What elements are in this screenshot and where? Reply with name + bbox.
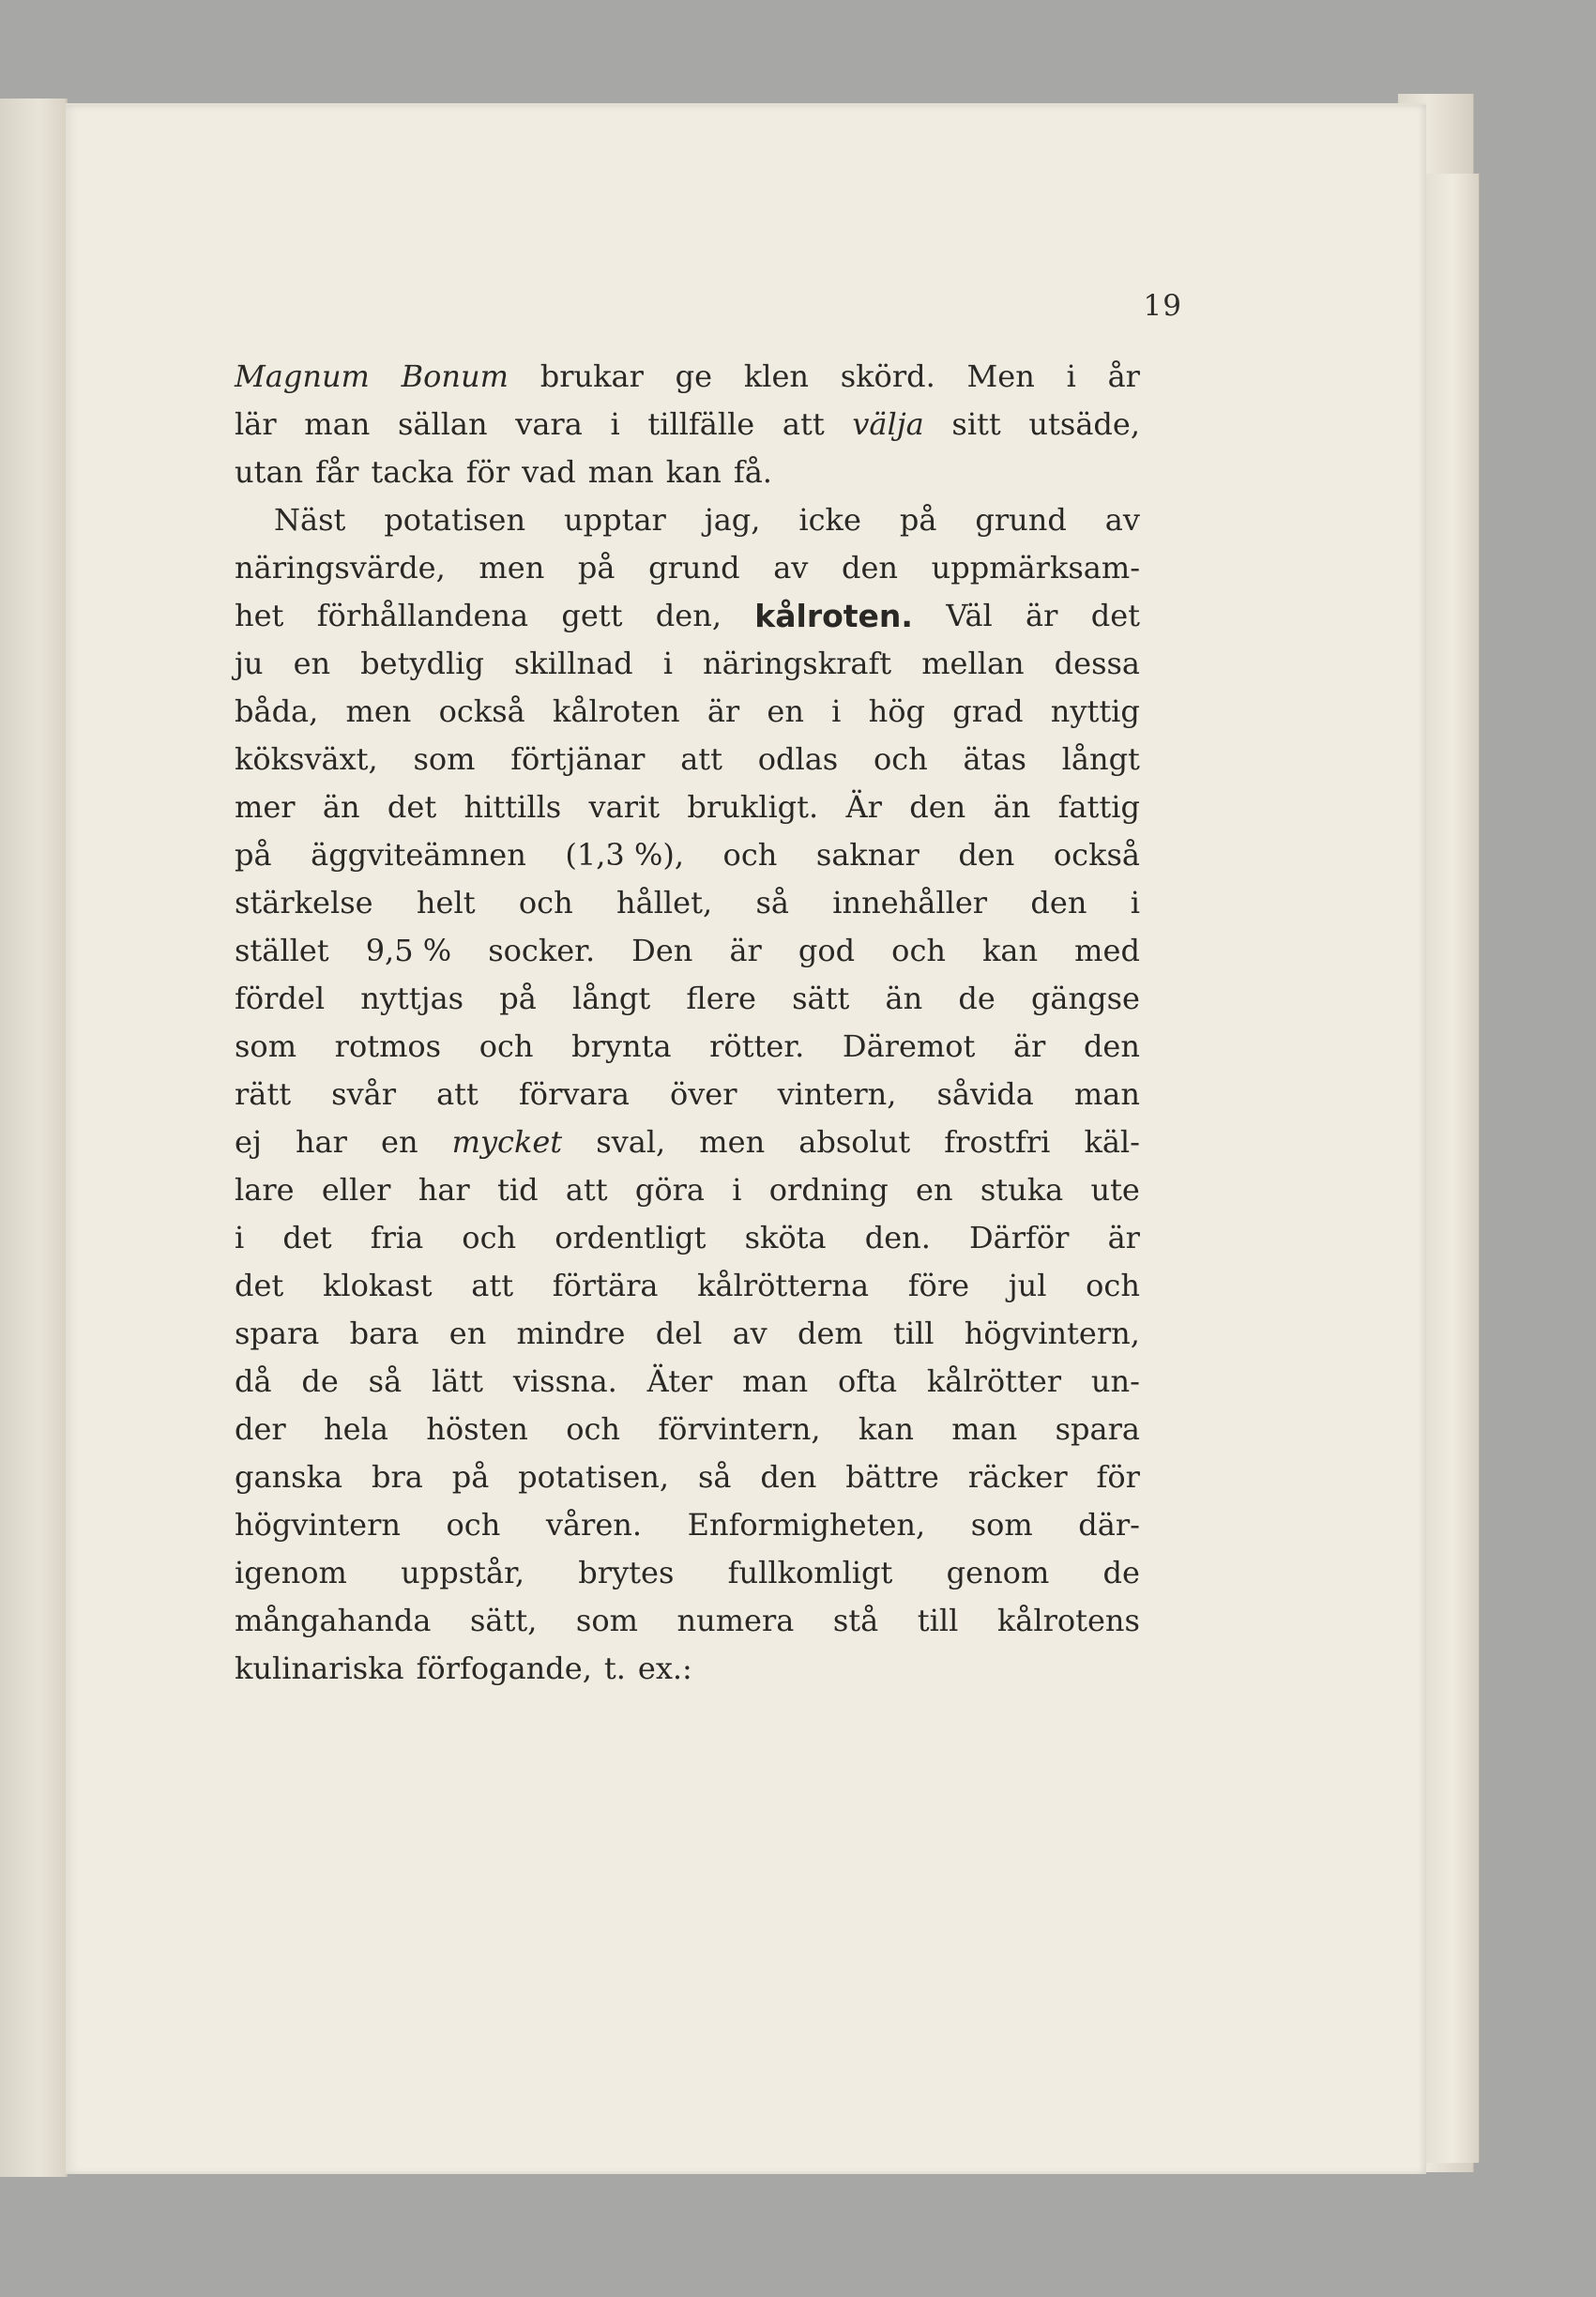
word: nyttjas (360, 981, 464, 1016)
word: Men (966, 358, 1035, 394)
word: så (368, 1363, 403, 1399)
word: ge (675, 358, 713, 394)
word: högvintern, (964, 1316, 1140, 1351)
word: på (499, 981, 537, 1016)
word: stuka (980, 1172, 1064, 1208)
word: i (1130, 885, 1140, 920)
word: göra (634, 1172, 705, 1208)
word: bättre (845, 1459, 939, 1495)
word: hösten (426, 1411, 528, 1447)
word: förtjänar (510, 741, 646, 777)
word: un- (1090, 1363, 1140, 1399)
word: potatisen (384, 502, 526, 538)
text-line (235, 1358, 1140, 1406)
word: är (729, 933, 762, 968)
text-line (235, 1549, 1140, 1597)
text-line (235, 1166, 1140, 1214)
word: att (680, 741, 722, 777)
word: så (697, 1459, 732, 1495)
word: man (951, 1411, 1018, 1447)
word: ätas (963, 741, 1026, 777)
word: kålrötter (926, 1363, 1062, 1399)
word: då (235, 1363, 272, 1399)
word: brukar (540, 358, 644, 394)
word: än (993, 789, 1031, 825)
word: i (235, 1220, 245, 1255)
word: en (916, 1172, 953, 1208)
word: och (1086, 1268, 1140, 1303)
word: bra (371, 1459, 423, 1495)
word: numera (676, 1603, 795, 1638)
text-line (235, 640, 1140, 688)
word: och (873, 741, 928, 777)
word: för (465, 454, 510, 490)
word: bara (349, 1316, 419, 1351)
word: sätt (792, 981, 850, 1016)
word: i (610, 406, 620, 442)
facing-page-edge (0, 99, 68, 2177)
word: än (885, 981, 923, 1016)
text-line (235, 1406, 1140, 1453)
word: ganska (235, 1459, 343, 1495)
word: får (315, 454, 359, 490)
word: skillnad (513, 646, 633, 681)
word: nyttig (1050, 693, 1140, 729)
word: lare (235, 1172, 295, 1208)
word: sval, (596, 1124, 666, 1160)
word: som (413, 741, 476, 777)
word: långt (1061, 741, 1140, 777)
word: för (1096, 1459, 1140, 1495)
word: mer (235, 789, 296, 825)
word: på (451, 1459, 490, 1495)
word: vissna. (512, 1363, 617, 1399)
word: frostfri (944, 1124, 1051, 1160)
word: är (1107, 1220, 1140, 1255)
text-line (235, 688, 1140, 736)
word: man (742, 1363, 809, 1399)
word: det (1090, 598, 1140, 633)
word: också (1053, 837, 1140, 873)
word: i (831, 693, 842, 729)
word: klokast (322, 1268, 433, 1303)
word: uppstår, (401, 1555, 525, 1590)
word: ju (235, 646, 264, 681)
word: och (518, 885, 573, 920)
word: sätt, (469, 1603, 538, 1638)
text-line (235, 831, 1140, 879)
word: som (575, 1603, 638, 1638)
text-line (235, 1310, 1140, 1358)
word: mellan (921, 646, 1025, 681)
word: sitt (951, 406, 1001, 442)
word: i (1066, 358, 1076, 394)
word: kålrötterna (697, 1268, 870, 1303)
word: den (958, 837, 1015, 873)
text-line (235, 1071, 1140, 1118)
word: upptar (564, 502, 666, 538)
word: kulinariska (235, 1650, 404, 1686)
word: till (917, 1603, 959, 1638)
word: den (1030, 885, 1087, 920)
word: näringsvärde, (235, 550, 446, 586)
italic-word: välja (852, 406, 924, 442)
emphasized-word: kålroten. (754, 598, 913, 634)
word: fullkomligt (727, 1555, 893, 1590)
word: våren. (545, 1507, 643, 1543)
word: på (235, 837, 272, 873)
word: högvintern (235, 1507, 401, 1543)
word: ej (235, 1124, 262, 1160)
word: t. (603, 1650, 626, 1686)
body-text (235, 353, 1140, 1693)
word: av (732, 1316, 768, 1351)
word: lätt (431, 1363, 483, 1399)
text-line (235, 1453, 1140, 1501)
word: en (293, 646, 331, 681)
word: såvida (936, 1076, 1034, 1112)
word: ofta (838, 1363, 898, 1399)
italic-word: mycket (451, 1124, 563, 1160)
word: det (282, 1220, 332, 1255)
word: skörd. (840, 358, 935, 394)
word: en (767, 693, 804, 729)
word: hela (324, 1411, 388, 1447)
text-line (235, 1645, 1140, 1693)
word: ex.: (637, 1650, 692, 1686)
word: Väl (946, 598, 993, 633)
word: Näst (274, 502, 346, 538)
word: dem (797, 1316, 863, 1351)
word: Därför (969, 1220, 1070, 1255)
word: ute (1090, 1172, 1140, 1208)
word: av (1104, 502, 1140, 538)
text-line (235, 1023, 1140, 1071)
word: den (1083, 1028, 1140, 1064)
word: som (970, 1507, 1033, 1543)
word: vara (515, 406, 583, 442)
word: kan (665, 454, 722, 490)
word: flere (686, 981, 756, 1016)
text-line (235, 592, 1140, 640)
word: fördel (235, 981, 326, 1016)
word: de (958, 981, 996, 1016)
word: dessa (1054, 646, 1140, 681)
word: odlas (757, 741, 839, 777)
word: båda, (235, 693, 319, 729)
word: tacka (371, 454, 454, 490)
text-line (235, 879, 1140, 927)
word: vad (522, 454, 576, 490)
word: men (699, 1124, 766, 1160)
text-line (235, 1118, 1140, 1166)
word: het (235, 598, 284, 633)
word: fria (370, 1220, 424, 1255)
word: före (907, 1268, 970, 1303)
word: förvintern, (658, 1411, 821, 1447)
word: långt (571, 981, 651, 1016)
word: absolut (798, 1124, 911, 1160)
word: del (655, 1316, 703, 1351)
word: i (662, 646, 673, 681)
word: hittills (464, 789, 562, 825)
word: kålroten (552, 693, 680, 729)
word: förtära (552, 1268, 659, 1303)
text-line (235, 449, 1140, 496)
word: brytes (578, 1555, 675, 1590)
word: på (899, 502, 937, 538)
word: stärkelse (235, 885, 373, 920)
word: kan (982, 933, 1039, 968)
text-line (235, 1214, 1140, 1262)
word: äggviteämnen (311, 837, 526, 873)
text-line (235, 975, 1140, 1023)
word: så (755, 885, 789, 920)
word: men (479, 550, 545, 586)
word: de (301, 1363, 339, 1399)
word: man (304, 406, 371, 442)
word: spara (1055, 1411, 1140, 1447)
word: över (669, 1076, 737, 1112)
word: betydlig (360, 646, 484, 681)
word: spara (235, 1316, 320, 1351)
word: stället (235, 933, 329, 968)
word: kan (858, 1411, 914, 1447)
text-line (235, 1262, 1140, 1310)
word: som (235, 1028, 297, 1064)
word: helt (416, 885, 476, 920)
word: den. (864, 1220, 931, 1255)
text-line (235, 401, 1140, 449)
word: innehåller (832, 885, 988, 920)
word: att (436, 1076, 479, 1112)
text-line (235, 736, 1140, 783)
word: potatisen, (518, 1459, 670, 1495)
word: köksväxt, (235, 741, 378, 777)
word: fattig (1057, 789, 1140, 825)
word: jul (1008, 1268, 1047, 1303)
word: icke (798, 502, 861, 538)
word: en (381, 1124, 418, 1160)
word: grund (648, 550, 740, 586)
word: uppmärksam- (931, 550, 1140, 586)
word: lär (235, 406, 277, 442)
word: Däremot (842, 1028, 976, 1064)
word: de (1102, 1555, 1140, 1590)
word: grund (975, 502, 1067, 538)
word: också (438, 693, 525, 729)
word: förfogande, (416, 1650, 592, 1686)
word: näringskraft (702, 646, 892, 681)
word: kålrotens (996, 1603, 1140, 1638)
word: och (462, 1220, 517, 1255)
word: mångahanda (235, 1603, 432, 1638)
word: tillfälle (647, 406, 755, 442)
word: och (446, 1507, 501, 1543)
text-line (235, 353, 1140, 401)
word: har (295, 1124, 347, 1160)
text-line (235, 1501, 1140, 1549)
word: der (235, 1411, 286, 1447)
text-line (235, 496, 1140, 544)
word: jag, (704, 502, 761, 538)
word: den (760, 1459, 817, 1495)
word: än (322, 789, 360, 825)
word: (1,3 %), (565, 837, 684, 873)
word: varit (588, 789, 661, 825)
word: eller (321, 1172, 391, 1208)
word: Den (631, 933, 693, 968)
word: socker. (488, 933, 596, 968)
word: utan (235, 454, 304, 490)
word: rötter. (709, 1028, 805, 1064)
word: Är (845, 789, 882, 825)
word: den (842, 550, 899, 586)
word: ordning (768, 1172, 889, 1208)
word: det (387, 789, 437, 825)
word: god (798, 933, 856, 968)
word: klen (743, 358, 809, 394)
word: svår (331, 1076, 397, 1112)
word: den, (655, 598, 722, 633)
word: utsäde, (1028, 406, 1140, 442)
word: att (471, 1268, 514, 1303)
word: och (479, 1028, 534, 1064)
word: att (565, 1172, 608, 1208)
italic-word: Bonum (401, 358, 509, 394)
word: år (1107, 358, 1140, 394)
word: ordentligt (555, 1220, 707, 1255)
word: är (1026, 598, 1058, 633)
word: tid (496, 1172, 539, 1208)
word: det (235, 1268, 284, 1303)
word: Enformigheten, (687, 1507, 926, 1543)
word: har (418, 1172, 470, 1208)
word: på (577, 550, 616, 586)
word: med (1074, 933, 1140, 968)
word: och (566, 1411, 621, 1447)
word: att (782, 406, 825, 442)
word: av (773, 550, 809, 586)
word: är (1012, 1028, 1046, 1064)
italic-word: Magnum (235, 358, 370, 394)
word: saknar (815, 837, 920, 873)
text-line (235, 783, 1140, 831)
word: man (587, 454, 654, 490)
word: gett (561, 598, 623, 633)
word: sällan (397, 406, 488, 442)
word: rotmos (334, 1028, 442, 1064)
word: i (732, 1172, 742, 1208)
text-line (235, 1597, 1140, 1645)
word: man (1073, 1076, 1140, 1112)
word: hållet, (616, 885, 713, 920)
word: käl- (1084, 1124, 1140, 1160)
word: gängse (1030, 981, 1140, 1016)
word: rätt (235, 1076, 292, 1112)
word: och (722, 837, 778, 873)
word: förvara (518, 1076, 630, 1112)
word: till (892, 1316, 935, 1351)
word: brukligt. (687, 789, 819, 825)
word: förhållandena (316, 598, 529, 633)
word: grad (952, 693, 1024, 729)
word: igenom (235, 1555, 347, 1590)
word: brynta (571, 1028, 672, 1064)
word: sköta (744, 1220, 827, 1255)
word: hög (868, 693, 925, 729)
word: en (448, 1316, 487, 1351)
text-line (235, 927, 1140, 975)
text-line (235, 544, 1140, 592)
word: Äter (646, 1363, 713, 1399)
word: den (909, 789, 966, 825)
word: vintern, (777, 1076, 897, 1112)
word: mindre (516, 1316, 626, 1351)
word: och (891, 933, 946, 968)
word: stå (832, 1603, 879, 1638)
word: genom (946, 1555, 1050, 1590)
word: 9,5 % (365, 933, 452, 968)
page-number: 19 (1143, 289, 1182, 323)
page-stack-edge-inner (1426, 174, 1480, 2163)
word: men (345, 693, 412, 729)
word: få. (733, 454, 772, 490)
word: räcker (967, 1459, 1068, 1495)
word: där- (1078, 1507, 1140, 1543)
word: är (707, 693, 740, 729)
